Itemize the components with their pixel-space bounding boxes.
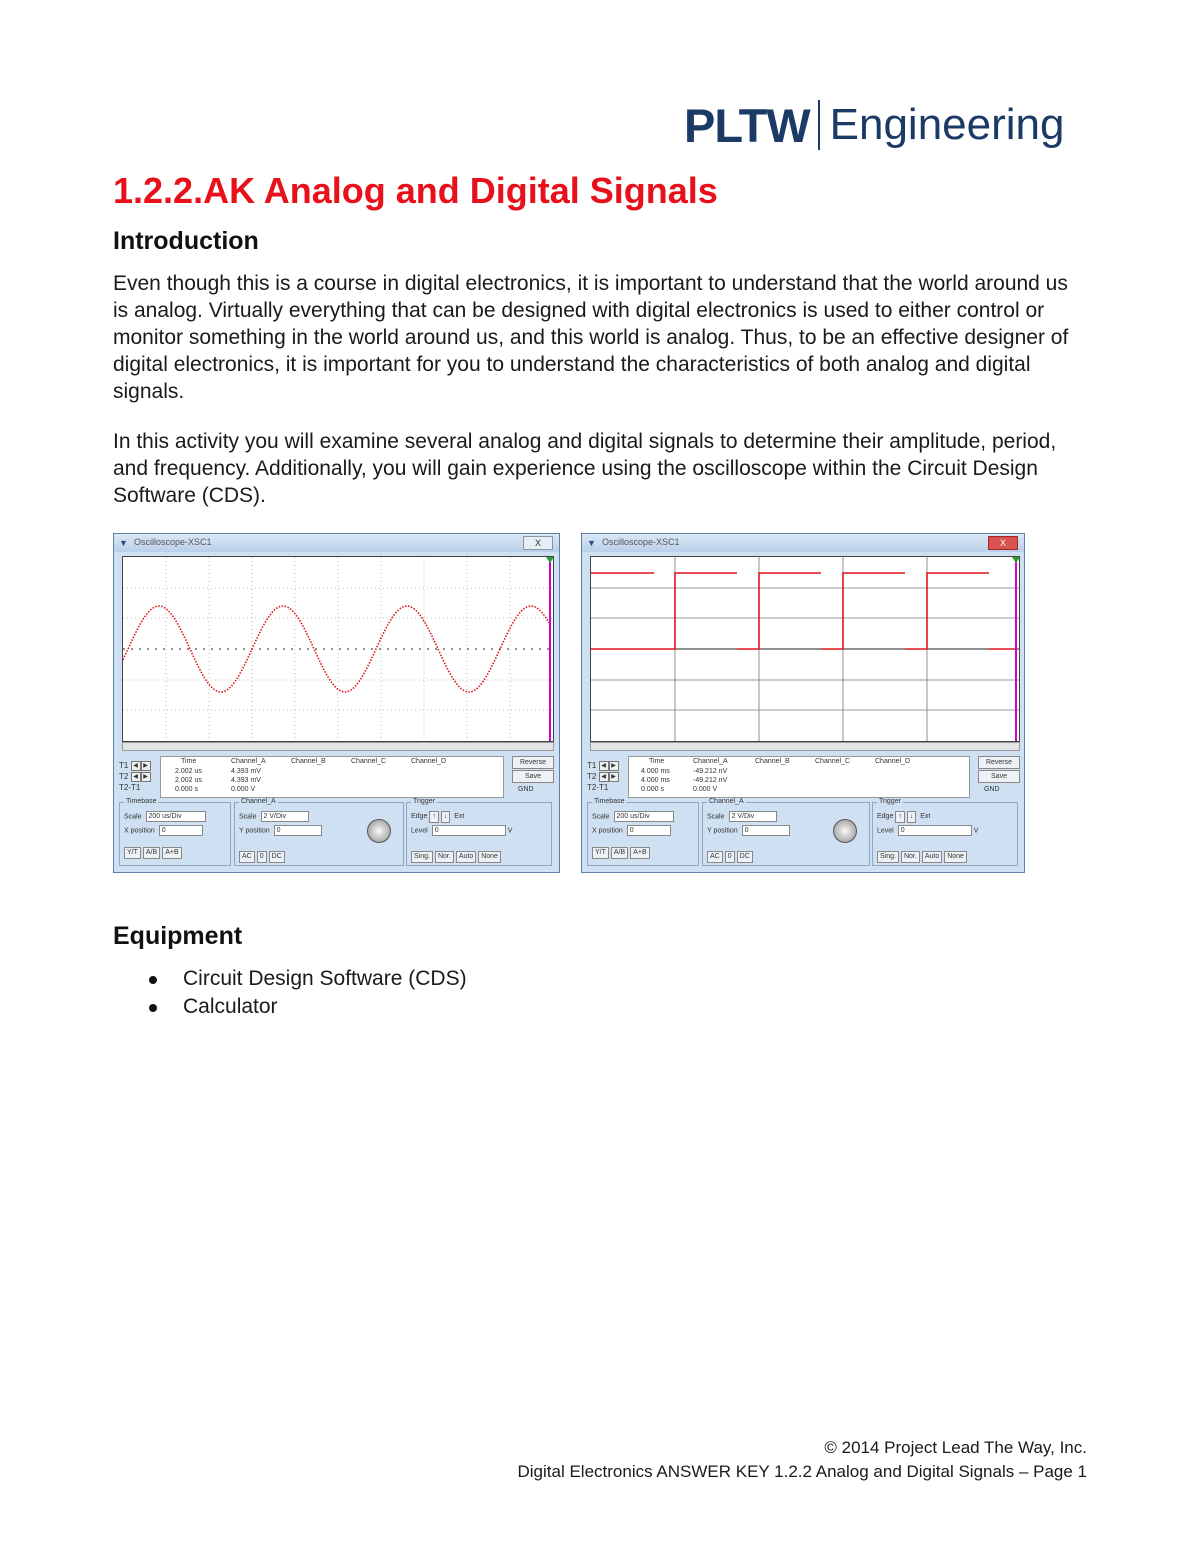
equipment-heading: Equipment: [113, 922, 243, 950]
single-trigger-button[interactable]: Sing.: [411, 851, 433, 863]
oscilloscope-icon: ▼: [119, 538, 128, 548]
timebase-panel: [119, 798, 231, 866]
ab-mode-button[interactable]: A/B: [143, 847, 160, 859]
t2-left-arrow-icon[interactable]: ◀: [599, 772, 609, 782]
oscilloscope-scrollbar[interactable]: [590, 742, 1020, 751]
gnd-label: GND: [518, 786, 534, 793]
none-trigger-button[interactable]: None: [478, 851, 501, 863]
t1-right-arrow-icon[interactable]: ▶: [609, 761, 619, 771]
level-field[interactable]: 0: [898, 825, 972, 836]
cursor-marker-icon[interactable]: [546, 557, 553, 563]
t2-label: T2: [119, 772, 129, 781]
scale-label: Scale: [592, 813, 610, 821]
oscilloscope-title: Oscilloscope-XSC1: [134, 537, 212, 547]
scale-label: Scale: [124, 813, 142, 821]
intro-paragraph-1: Even though this is a course in digital electronics, it is important to understand that the world around us is analog. Virtually everything that can be designed with digital electronics is used to either control or monitor something in the world around us, and this world is analog. Thus, to be an effective designer of digital electronics, it is important for you to understand the characteristics of both analog and digital signals.: [113, 272, 1069, 403]
readout-header-channel-c: Channel_C: [815, 758, 851, 765]
ac-coupling-button[interactable]: AC: [239, 851, 255, 863]
normal-trigger-button[interactable]: Nor.: [901, 851, 920, 863]
readout-delta-time: 0.000 s: [641, 786, 664, 793]
logo-division: Engineering: [829, 100, 1065, 149]
t1-label: T1: [587, 761, 597, 770]
save-button[interactable]: Save: [978, 770, 1020, 783]
readout-header-channel-b: Channel_B: [291, 758, 326, 765]
measurement-readout: [160, 756, 504, 798]
ext-label: Ext: [920, 813, 931, 820]
t2-label: T2: [587, 772, 597, 781]
readout-delta-time: 0.000 s: [175, 786, 198, 793]
measurement-readout: [628, 756, 970, 798]
xpos-label: X position: [124, 827, 155, 835]
readout-t2-value: 4.393 mV: [231, 777, 261, 784]
ypos-label: Y position: [707, 827, 738, 835]
page-title: 1.2.2.AK Analog and Digital Signals: [113, 170, 718, 211]
auto-trigger-button[interactable]: Auto: [922, 851, 942, 863]
equipment-list: [113, 965, 467, 1021]
yt-mode-button[interactable]: Y/T: [592, 847, 609, 859]
level-field[interactable]: 0: [432, 825, 506, 836]
a-plus-b-mode-button[interactable]: A+B: [162, 847, 181, 859]
level-unit: V: [973, 827, 979, 835]
logo-divider: [818, 100, 820, 150]
ypos-field[interactable]: 0: [274, 825, 322, 836]
ypos-label: Y position: [239, 827, 270, 835]
readout-header-channel-a: Channel_A: [231, 758, 266, 765]
falling-edge-icon[interactable]: ↓: [441, 811, 451, 823]
ab-mode-button[interactable]: A/B: [611, 847, 628, 859]
level-label: Level: [411, 827, 428, 835]
gnd-label: GND: [984, 786, 1000, 793]
oscilloscope-screen: [590, 556, 1020, 742]
readout-header-time: Time: [649, 758, 665, 765]
readout-header-channel-b: Channel_B: [755, 758, 790, 765]
channel-scale-label: Scale: [239, 813, 257, 821]
introduction-heading: Introduction: [113, 227, 259, 255]
readout-delta-value: 0.000 V: [231, 786, 256, 793]
readout-header-channel-d: Channel_D: [411, 758, 447, 765]
channel-a-square-trace: [591, 573, 1017, 649]
readout-header-time: Time: [181, 758, 197, 765]
edge-label: Edge: [411, 813, 428, 820]
none-trigger-button[interactable]: None: [944, 851, 967, 863]
logo-brand: PLTW: [684, 98, 810, 152]
t1-left-arrow-icon[interactable]: ◀: [599, 761, 609, 771]
reverse-button[interactable]: Reverse: [512, 756, 554, 769]
square-wave-plot: [591, 557, 1019, 741]
timebase-scale-field[interactable]: 200 us/Div: [614, 811, 674, 822]
readout-header-channel-a: Channel_A: [693, 758, 728, 765]
trigger-label: Trigger: [879, 798, 901, 805]
ext-label: Ext: [454, 813, 465, 820]
t2-right-arrow-icon[interactable]: ▶: [141, 772, 151, 782]
xpos-label: X position: [592, 827, 623, 835]
channel-scale-field[interactable]: 2 V/Div: [729, 811, 777, 822]
t2-left-arrow-icon[interactable]: ◀: [131, 772, 141, 782]
oscilloscope-icon: ▼: [587, 538, 596, 548]
timebase-label: Timebase: [594, 798, 625, 805]
ac-coupling-button[interactable]: AC: [707, 851, 723, 863]
dc-coupling-button[interactable]: DC: [269, 851, 285, 863]
pltw-engineering-logo: [684, 96, 1084, 154]
rising-edge-icon[interactable]: ↑: [429, 811, 439, 823]
oscilloscope-titlebar: [114, 534, 559, 552]
t2-right-arrow-icon[interactable]: ▶: [609, 772, 619, 782]
timebase-panel: [587, 798, 699, 866]
t2-t1-label: T2-T1: [587, 783, 609, 792]
channel-selector-knob[interactable]: [833, 819, 857, 843]
normal-trigger-button[interactable]: Nor.: [435, 851, 454, 863]
close-button[interactable]: X: [988, 536, 1018, 550]
channel-panel: [702, 798, 870, 866]
t1-left-arrow-icon[interactable]: ◀: [131, 761, 141, 771]
channel-selector-knob[interactable]: [367, 819, 391, 843]
channel-a-sine-trace: [123, 606, 549, 692]
readout-header-channel-c: Channel_C: [351, 758, 387, 765]
channel-scale-label: Scale: [707, 813, 725, 821]
channel-scale-field[interactable]: 2 V/Div: [261, 811, 309, 822]
readout-delta-value: 0.000 V: [693, 786, 718, 793]
single-trigger-button[interactable]: Sing.: [877, 851, 899, 863]
oscilloscope-scrollbar[interactable]: [122, 742, 554, 751]
oscilloscope-title: Oscilloscope-XSC1: [602, 537, 680, 547]
auto-trigger-button[interactable]: Auto: [456, 851, 476, 863]
xpos-field[interactable]: 0: [159, 825, 203, 836]
cursor-marker-icon[interactable]: [1012, 557, 1019, 563]
a-plus-b-mode-button[interactable]: A+B: [630, 847, 649, 859]
trigger-panel: [872, 798, 1018, 866]
edge-label: Edge: [877, 813, 894, 820]
zero-coupling-button[interactable]: 0: [725, 851, 735, 863]
level-unit: V: [507, 827, 513, 835]
oscilloscope-titlebar: [582, 534, 1024, 552]
readout-t1-time: 2.002 us: [175, 768, 202, 775]
trigger-panel: [406, 798, 552, 866]
readout-t1-time: 4.000 ms: [641, 768, 670, 775]
readout-t2-time: 2.002 us: [175, 777, 202, 784]
zero-coupling-button[interactable]: 0: [257, 851, 267, 863]
oscilloscope-window-analog: [113, 533, 560, 873]
t2-t1-label: T2-T1: [119, 783, 141, 792]
channel-label: Channel_A: [241, 798, 276, 805]
trigger-label: Trigger: [413, 798, 435, 805]
channel-panel: [234, 798, 404, 866]
t1-right-arrow-icon[interactable]: ▶: [141, 761, 151, 771]
footer-copyright: © 2014 Project Lead The Way, Inc.: [824, 1438, 1087, 1457]
level-label: Level: [877, 827, 894, 835]
cursor-controls: [119, 760, 157, 793]
readout-t1-value: 4.393 mV: [231, 768, 261, 775]
intro-paragraph-2: In this activity you will examine several analog and digital signals to determine their amplitude, period, and frequency. Additionally, you will gain experience using the oscilloscope within the Circuit Design Software (CDS).: [113, 430, 1057, 507]
readout-t1-value: -49.212 nV: [693, 768, 728, 775]
ypos-field[interactable]: 0: [742, 825, 790, 836]
timebase-label: Timebase: [126, 798, 157, 805]
channel-label: Channel_A: [709, 798, 744, 805]
readout-t2-value: -49.212 nV: [693, 777, 728, 784]
reverse-button[interactable]: Reverse: [978, 756, 1020, 769]
sine-wave-plot: [123, 557, 553, 741]
close-button[interactable]: X: [523, 536, 553, 550]
save-button[interactable]: Save: [512, 770, 554, 783]
t1-label: T1: [119, 761, 129, 770]
readout-t2-time: 4.000 ms: [641, 777, 670, 784]
dc-coupling-button[interactable]: DC: [737, 851, 753, 863]
cursor-controls: [587, 760, 625, 793]
footer-course-line: Digital Electronics ANSWER KEY 1.2.2 Analog and Digital Signals – Page 1: [517, 1462, 1087, 1481]
yt-mode-button[interactable]: Y/T: [124, 847, 141, 859]
oscilloscope-window-digital: [581, 533, 1025, 873]
oscilloscope-screen: [122, 556, 554, 742]
list-item: Circuit Design Software (CDS): [113, 965, 467, 993]
list-item: Calculator: [113, 993, 467, 1021]
rising-edge-icon[interactable]: ↑: [895, 811, 905, 823]
xpos-field[interactable]: 0: [627, 825, 671, 836]
falling-edge-icon[interactable]: ↓: [907, 811, 917, 823]
timebase-scale-field[interactable]: 200 us/Div: [146, 811, 206, 822]
readout-header-channel-d: Channel_D: [875, 758, 911, 765]
